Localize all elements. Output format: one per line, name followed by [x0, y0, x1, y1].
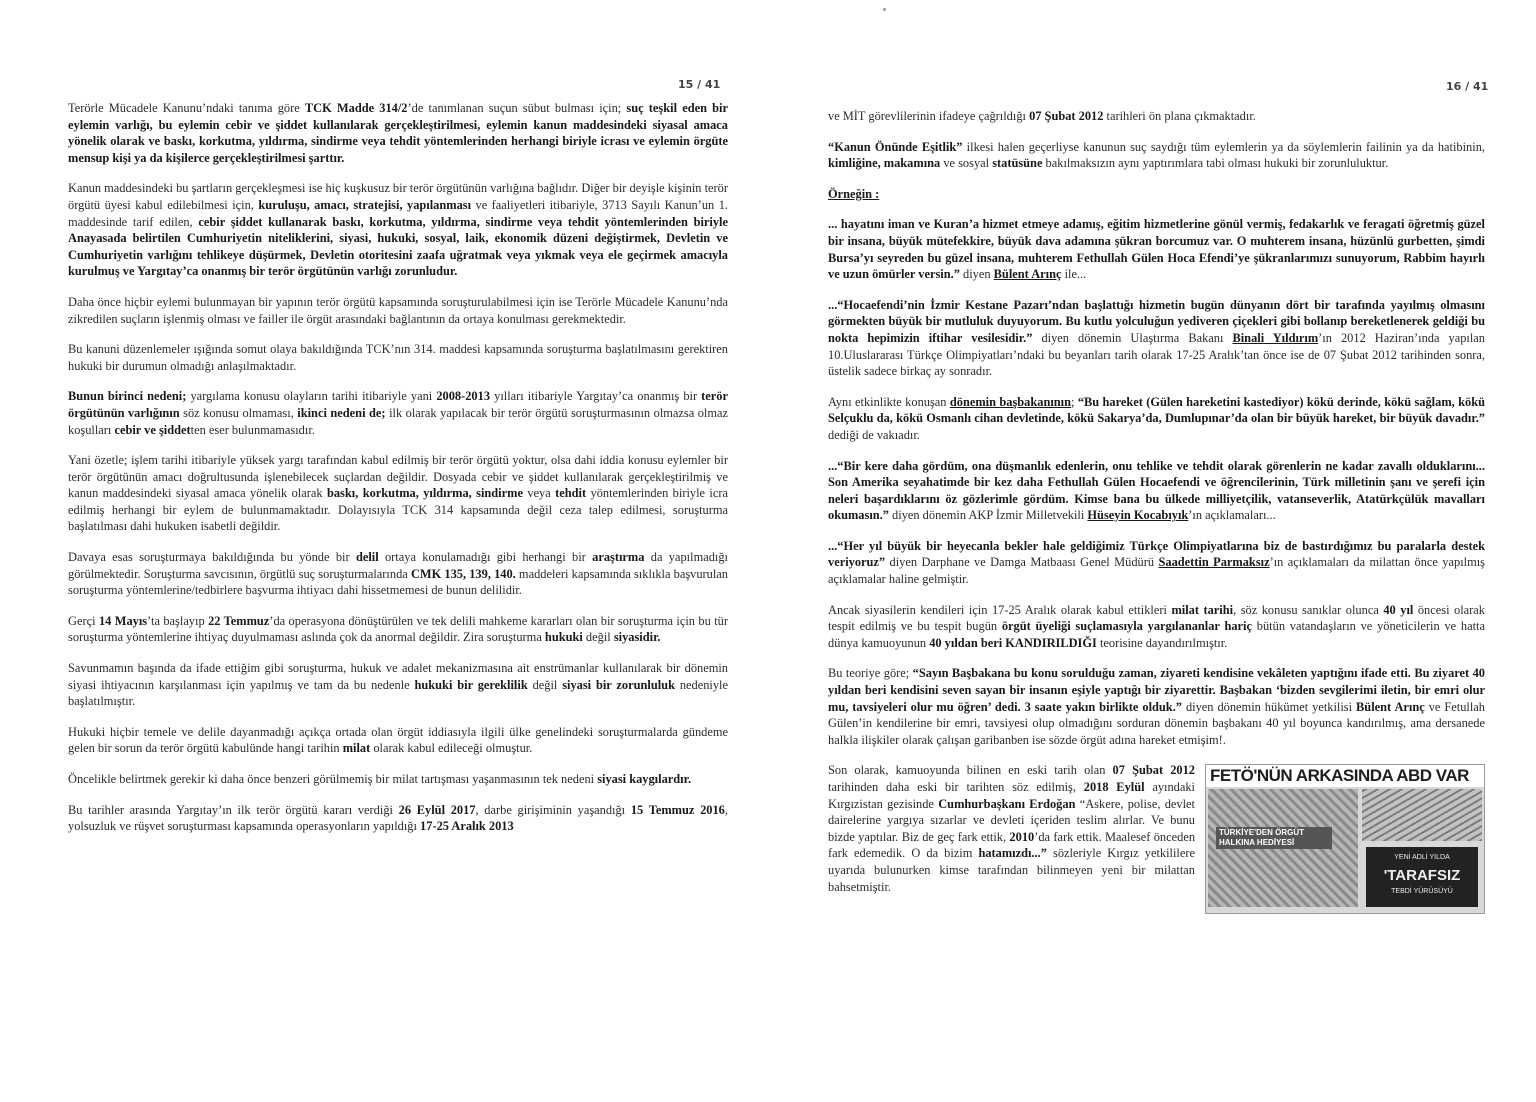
bold-text-run: tehdit — [555, 486, 587, 501]
bold-text-run: Bunun birinci nedeni; — [68, 389, 187, 404]
bold-text-run: 40 yıl — [1383, 602, 1414, 617]
bold-text-run: kimliğine, makamına — [828, 156, 941, 171]
text-run: , darbe girişiminin yaşandığı — [475, 802, 631, 817]
bold-text-run: 17-25 Aralık 2013 — [420, 819, 514, 834]
paragraph — [828, 139, 1485, 172]
text-run: Son olarak, kamuoyunda bilinen en eski tarih olan — [828, 763, 1113, 778]
text-run: Öncelikle belirtmek gerekir ki daha önce benzeri görülmemiş bir milat tartışması yaşanmasının tek nedeni — [68, 772, 598, 786]
figure-section — [828, 762, 1485, 914]
text-run: ’da fark ettik. Maalesef önceden fark edemedik. O da bizim — [828, 829, 1196, 861]
bold-text-run: cebir şiddet kullanarak baskı, korkutma, yıldırma, sindirme veya tehdit yöntemlerinden biriyle Anayasada belirtilen Cumhuriyetin niteliklerini, siyasi, hukuki, sosyal, laik, ekonomik düzeni değiştirmek, Devletin ve Cumhuriyetin varlığını tehlikeye düşürmek, Devletin otoritesini zaafa uğratmak veya yıkmak veya ele geçirmek amacıyla kurulmuş ve Yargıtay’ca onanmış bir terör örgütünün varlığı zorunludur. — [68, 214, 728, 279]
paragraph — [828, 602, 1485, 652]
paragraph — [68, 549, 728, 599]
page-body — [68, 100, 728, 849]
bold-text-run: 15 Temmuz 2016 — [630, 802, 725, 817]
bold-text-run: ...“Hocaefendi’nin İzmir Kestane Pazarı’ndan başlattığı hizmetin bugün dünyanın dört bir tarafında yayılmış olmasını görmekten büyük bir mutluluk duyuyorum. Bu kutlu yolculuğun yediveren çiçekleri gibi bollanıp bereketlenerek geldiği bu nokta hepimizin iftihar vesilesidir.” — [828, 297, 1485, 345]
clipping-inset — [1366, 847, 1478, 907]
bold-text-run: milat — [342, 741, 371, 756]
paragraph — [68, 294, 728, 327]
bold-text-run: hukuki — [544, 630, 583, 645]
text-run: ve Fetullah Gülen’in kendilerine bir emri, tavsiyesi olup olmadığını sorduran dönemin başbakanı 40 yıl boyunca kandırılmış, ama dersanede halkla ilişkiler olarak çalışan garibanben ise sözde örgüt adına hareket etmişim!. — [828, 699, 1485, 747]
paragraph — [68, 341, 728, 374]
clipping-headline: FETÖ'NÜN ARKASINDA ABD VAR — [1206, 765, 1484, 787]
bold-text-run: siyasidir. — [613, 630, 661, 645]
clipping-photo — [1362, 789, 1482, 841]
paragraph — [68, 771, 728, 788]
paragraph — [828, 186, 1485, 203]
bold-text-run: terör örgütünün varlığının — [68, 389, 728, 420]
bold-text-run: ...“Bir kere daha gördüm, ona düşmanlık edenlerin, onu tehlike ve tehdit olarak görenlerin ne kadar zavallı olduklarını... Son Amerika seyahatimde bir kez daha Fethullah Gülen Hocaefendi ve öğrencilerinin, Türk milletinin şanı ve şerefi için neleri başardıklarını öz gözlerimle gördüm. Kimse bana bu ülkede milliyetçilik, vatanseverlik, Atatürkçülük mavalları okumasın.” — [828, 458, 1485, 523]
text-run: Daha önce hiçbir eylemi bulunmayan bir yapının terör örgütü kapsamında soruşturulabilmesi için ise Terörle Mücadele Kanunu’nda zikredilen suçların işlenmiş olması ve failler ile örgüt arasındaki bağlantının da ortaya konulması gerekmektedir. — [68, 294, 728, 326]
bold-text-run: örgüt üyeliği suçlamasıyla yargılananlar hariç — [1001, 619, 1253, 634]
text-run: maddeleri kapsamında sıklıkla başvurulan soruşturma yöntemlerine/tedbirlere başvurma ihtiyacı dahi hissetmemesi de bunun delilidir. — [68, 566, 728, 598]
bold-text-run: CMK 135, 139, 140. — [410, 566, 516, 581]
text-run: öncesi olarak tespit edilmiş ve bu tespit bugün — [828, 602, 1485, 634]
page-number: 15 / 41 — [678, 78, 721, 91]
text-run: tarihleri ön plana çıkmaktadır. — [1103, 109, 1256, 123]
text-run: diyen — [959, 267, 994, 282]
paragraph — [828, 458, 1485, 524]
paragraph — [68, 802, 728, 835]
bold-text-run: 40 yıldan beri KANDIRILDIĞI — [929, 635, 1097, 650]
text-run: yılları itibariyle Yargıtay’ca onanmış bir — [490, 389, 702, 404]
bold-text-run: Saadettin Parmaksız — [1158, 555, 1270, 570]
newspaper-clipping — [1205, 764, 1485, 914]
text-run: söz konusu olmaması, — [179, 405, 298, 420]
text-run: ’ın açıklamaları da milattan önce yapılmış açıklamalar haline gelmiştir. — [828, 555, 1485, 587]
text-run: bakılmaksızın aynı yaptırımlara tabi olması hukuki bir zorunluluktur. — [1042, 156, 1389, 171]
bold-text-run: baskı, korkutma, yıldırma, sindirme — [326, 486, 523, 501]
paragraph — [828, 665, 1485, 748]
paragraph — [68, 180, 728, 280]
bold-text-run: ...“Her yıl büyük bir heyecanla bekler hale geldiğimiz Türkçe Olimpiyatlarına biz de bastırdığımız bu paralarla destek veriyoruz” — [828, 538, 1485, 570]
text-run: ve faaliyetleri itibariyle, 3713 Sayılı Kanun’un 1. maddesinde tarif edilen, — [68, 197, 728, 229]
bold-text-run: “Kanun Önünde Eşitlik” — [828, 139, 963, 154]
text-run: ’de tanımlanan suçun sübut bulması için; — [407, 101, 627, 115]
bold-text-run: Örneğin : — [828, 186, 880, 201]
bold-text-run: Hüseyin Kocabıyık — [1087, 508, 1189, 523]
text-run: Terörle Mücadele Kanunu’ndaki tanıma göre — [68, 101, 305, 115]
text-run: ayındaki Kırgızistan gezisinde — [828, 780, 1195, 811]
bold-text-run: ... hayatını iman ve Kuran’a hizmet etmeye adamış, eğitim hizmetlerine gönül vermiş, fedakarlık ve feragati öğretmiş güzel bir insana, büyük mütefekkire, büyük dava adamına şükran borcumuz var. O muhterem insana, hüzünlü gurbetten, şimdi Bursa’yı seyreden bu güzel insana, muhterem Fethullah Gülen Hoca Efendi’ye şükranlarımızı sunuyorum, Rabbim hayırlı ve uzun ömürler versin.” — [828, 217, 1485, 282]
text-run: Gerçi — [68, 613, 99, 628]
clipping-subhead: TÜRKİYE'DEN ÖRGÜT HALKINA HEDİYESİ — [1216, 827, 1332, 849]
text-run: Hukuki hiçbir temele ve delile dayanmadığı açıkça ortada olan örgüt iddiasıyla ilgili ülke genelindeki soruşturmalarda gündeme gelen bir sorun da terör örgütü kabulünde hangi tarihin — [68, 724, 728, 756]
bold-text-run: TCK Madde 314/2 — [304, 101, 408, 115]
text-run: ilk olarak yapılacak bir terör örgütü soruşturmasının olmazsa olmaz koşulları — [68, 405, 729, 437]
text-run: Yani özetle; işlem tarihi itibariyle yüksek yargı tarafından kabul edilmiş bir terör örgütü yoktur, olsa dahi iddia konusu eylemler bir terör örgütünün amacı doğrultusunda işlenebilecek suçlardan değildir. Dosyada cebir ve şiddet kullanılarak gerçekleştirilmiş ve kanun maddesindeki siyasal amaca yönelik olarak — [68, 453, 728, 501]
paragraph — [828, 762, 1195, 895]
paragraph — [828, 297, 1485, 380]
text-run: Davaya esas soruşturmaya bakıldığında bu yönde bir — [68, 550, 356, 565]
bold-text-run: 2010 — [1009, 829, 1035, 844]
paragraph — [828, 216, 1485, 282]
paragraph — [828, 394, 1485, 444]
paragraph-group — [828, 108, 1485, 748]
text-run: diyen Darphane ve Damga Matbaası Genel Müdürü — [885, 555, 1159, 570]
text-run: ilkesi halen geçerliyse kanunun suç saydığı tüm eylemlerin ya da söylemlerin failinin ya da hatibinin, — [962, 139, 1485, 154]
paragraph — [68, 452, 728, 535]
text-run: diyen dönemin hükümet yetkilisi — [1182, 699, 1357, 714]
bold-text-run: “Sayın Başbakana bu konu sorulduğu zaman, ziyareti kendisine vekâleten yaptığını ifade etti. Bu ziyaret 40 yıldan beri kendisini seven sayan bir insanın eşiyle yaptığı bir ziyarettir. Başbakan ‘bizden sevgilerimi iletin, bir emri olur mu, tavsiyeleri olur mu öğren’ dedi. 3 saate yakın birlikte olduk.” — [828, 666, 1485, 714]
paragraph — [68, 613, 728, 646]
text-run: ve sosyal — [940, 156, 993, 171]
text-run: diyen dönemin Ulaştırma Bakanı — [1032, 330, 1233, 345]
bold-text-run: siyasi kaygılardır. — [597, 772, 692, 786]
text-run: “Askere, polise, devlet dairelerine yargıya sızarlar ve devleti içeriden teslim alırlar. Ve bunu bizde yaptılar. Biz de geç fark ettik, — [828, 796, 1195, 844]
text-run: ’da operasyona dönüştürülen ve tek delili mahkeme kararları olan bir soruşturma için bu tür soruşturma yöntemlerine ihtiyaç duyulmaması aslında çok da anormal değildir. Zira soruşturma — [68, 613, 728, 645]
bold-text-run: 26 Eylül 2017 — [398, 802, 476, 817]
text-run: ’ta başlayıp — [147, 613, 209, 628]
bold-text-run: 22 Temmuz — [208, 613, 270, 628]
bold-text-run: suç teşkil eden bir eylemin varlığı, bu eylemin cebir ve şiddet kullanılarak gerçekleştirilmesi, eylemin kanun maddesindeki siyasal amaca yönelik olarak ve baskı, korkutma, yıldırma, sindirme veya tehdit yöntemlerinden herhangi biriyle icrası ve eylemin örgüte mensup kişi ya da kişilerce gerçekleştirilmesi şarttır. — [68, 101, 728, 165]
paragraph — [828, 538, 1485, 588]
text-run: veya — [522, 486, 556, 501]
text-run: , yolsuzluk ve rüşvet soruşturması kapsamında operasyonların yapıldığı — [68, 802, 728, 834]
text-run: ile... — [1061, 267, 1087, 282]
bold-text-run: 2008-2013 — [436, 389, 491, 404]
text-run: değil — [582, 630, 614, 645]
bold-text-run: dönemin başbakanının — [949, 394, 1071, 409]
paragraph — [828, 108, 1485, 125]
paragraph — [68, 724, 728, 757]
bold-text-run: Bülent Arınç — [993, 267, 1062, 282]
page-body — [828, 108, 1485, 914]
text-run: ’ın açıklamaları... — [1188, 508, 1276, 523]
text-run: diyen dönemin AKP İzmir Milletvekili — [888, 508, 1088, 523]
bold-text-run: Bülent Arınç — [1356, 699, 1425, 714]
clipping-inset-kicker: YENİ ADLİ YILDA — [1394, 854, 1450, 862]
bold-text-run: 2018 Eylül — [1083, 780, 1145, 794]
text-run: yargılama konusu olayların tarihi itibariyle yani — [186, 389, 437, 404]
text-run: Bu kanuni düzenlemeler ışığında somut olaya bakıldığında TCK’nın 314. maddesi kapsamında soruşturma başlatılmasını gerektiren hukuki bir durumun olmadığı anlaşılmaktadır. — [68, 342, 728, 373]
bold-text-run: delil — [355, 550, 379, 565]
text-run: da yapılmadığı görülmektedir. Soruşturma savcısının, örgütlü suç soruşturmalarında — [68, 550, 728, 581]
text-run: Savunmamın başında da ifade ettiğim gibi soruşturma, hukuk ve adalet mekanizmasına ait enstrümanlar kullanılarak bir dönemin siyasi ihtiyacının karşılanması için yapılmış ve tam da bu nedenle — [68, 661, 728, 692]
text-run: tarihinden daha eski bir tarihten söz edilmiş, — [828, 780, 1084, 794]
text-run: , söz konusu sanıklar olunca — [1233, 602, 1384, 617]
clipping-inset-footer: TEBDİ YÜRÜSÜYÜ — [1391, 888, 1453, 895]
text-run: olarak kabul edileceği olmuştur. — [370, 741, 533, 756]
bold-text-run: ikinci nedeni de; — [297, 405, 386, 420]
bold-text-run: hukuki bir gereklilik — [414, 677, 528, 692]
bold-text-run: 07 Şubat 2012 — [1112, 763, 1195, 778]
text-run: Ancak siyasilerin kendileri için 17-25 Aralık olarak kabul ettikleri — [828, 602, 1172, 617]
page-15 — [0, 0, 760, 1102]
text-run: Aynı etkinlikte konuşan — [828, 394, 950, 409]
bold-text-run: hatamızdı...” — [978, 846, 1047, 861]
text-run: ten eser bulunmamasıdır. — [190, 422, 315, 437]
bold-text-run: 14 Mayıs — [98, 613, 148, 628]
bold-text-run: Binali Yıldırım — [1232, 330, 1319, 345]
bold-text-run: statüsüne — [992, 156, 1043, 171]
text-run: ; — [1071, 394, 1078, 409]
clipping-inset-title: 'TARAFSIZ — [1383, 867, 1461, 884]
paragraph — [68, 388, 728, 438]
bold-text-run: milat tarihi — [1171, 602, 1234, 617]
bold-text-run: 07 Şubat 2012 — [1029, 109, 1104, 123]
text-run: ’ın 2012 Haziran’ında yapılan 10.Uluslararası Türkçe Olimpiyatları’ndaki bu beyanları tarih olarak 17-25 Aralık’tan önce ise de 07 Şubat 2012 tarihinden sonra, üstelik sadece birkaç ay sonradır. — [828, 330, 1485, 379]
bold-text-run: araştırma — [592, 550, 645, 565]
bold-text-run: siyasi bir zorunluluk — [562, 677, 675, 692]
text-run: teorisine dayandırılmıştır. — [1096, 635, 1228, 650]
text-run: nedeniyle başlatılmıştır. — [68, 677, 728, 709]
text-run: değil — [527, 677, 563, 692]
bold-text-run: cebir ve şiddet — [114, 422, 191, 437]
text-run: Bu tarihler arasında Yargıtay’ın ilk terör örgütü kararı verdiği — [68, 802, 399, 817]
text-run: Bu teoriye göre; — [828, 666, 913, 681]
text-run: Kanun maddesindeki bu şartların gerçekleşmesi ise hiç kuşkusuz bir terör örgütünün varlığına bağlıdır. Diğer bir deyişle kişinin terör örgütü üyesi kabul edilebilmesi için, — [68, 181, 728, 212]
text-run: dediği de vakıadır. — [828, 427, 920, 442]
text-run: bütün vatandaşların ve yöneticilerin ve hatta dünya kamuoyunun — [828, 619, 1485, 650]
bold-text-run: “Bu hareket (Gülen hareketini kastediyor) kökü derinde, kökü sağlam, kökü Selçuklu da, kökü Osmanlı cihan devletinde, kökü Sakarya’da, Dumlupınar’da olan bir büyük hareket, bir büyük davadır.” — [828, 394, 1485, 426]
paragraph — [68, 660, 728, 710]
text-run: ortaya konulamadığı gibi herhangi bir — [378, 550, 593, 565]
page-number: 16 / 41 — [1446, 80, 1489, 93]
bold-text-run: Cumhurbaşkanı Erdoğan — [938, 796, 1076, 811]
page-16 — [768, 0, 1536, 1102]
text-run: sözleriyle Kırgız yetkililere uyarıda bulunurken kimse tarafından bilinmeyen yeni bir milattan bahsetmiştir. — [828, 846, 1195, 894]
paragraph — [68, 100, 728, 166]
bold-text-run: kuruluşu, amacı, stratejisi, yapılanması — [258, 197, 472, 212]
text-run: ve MİT görevlilerinin ifadeye çağrıldığı — [828, 109, 1030, 123]
text-run: yöntemlerinden biriyle icra edilmiş herhangi bir eylem de bulunmamaktadır. Dolayısıyla TCK 314 kapsamında değil ceza talep edilmesi, soruşturma başlatılması dahi hukuken isabetli değildir. — [68, 486, 728, 534]
